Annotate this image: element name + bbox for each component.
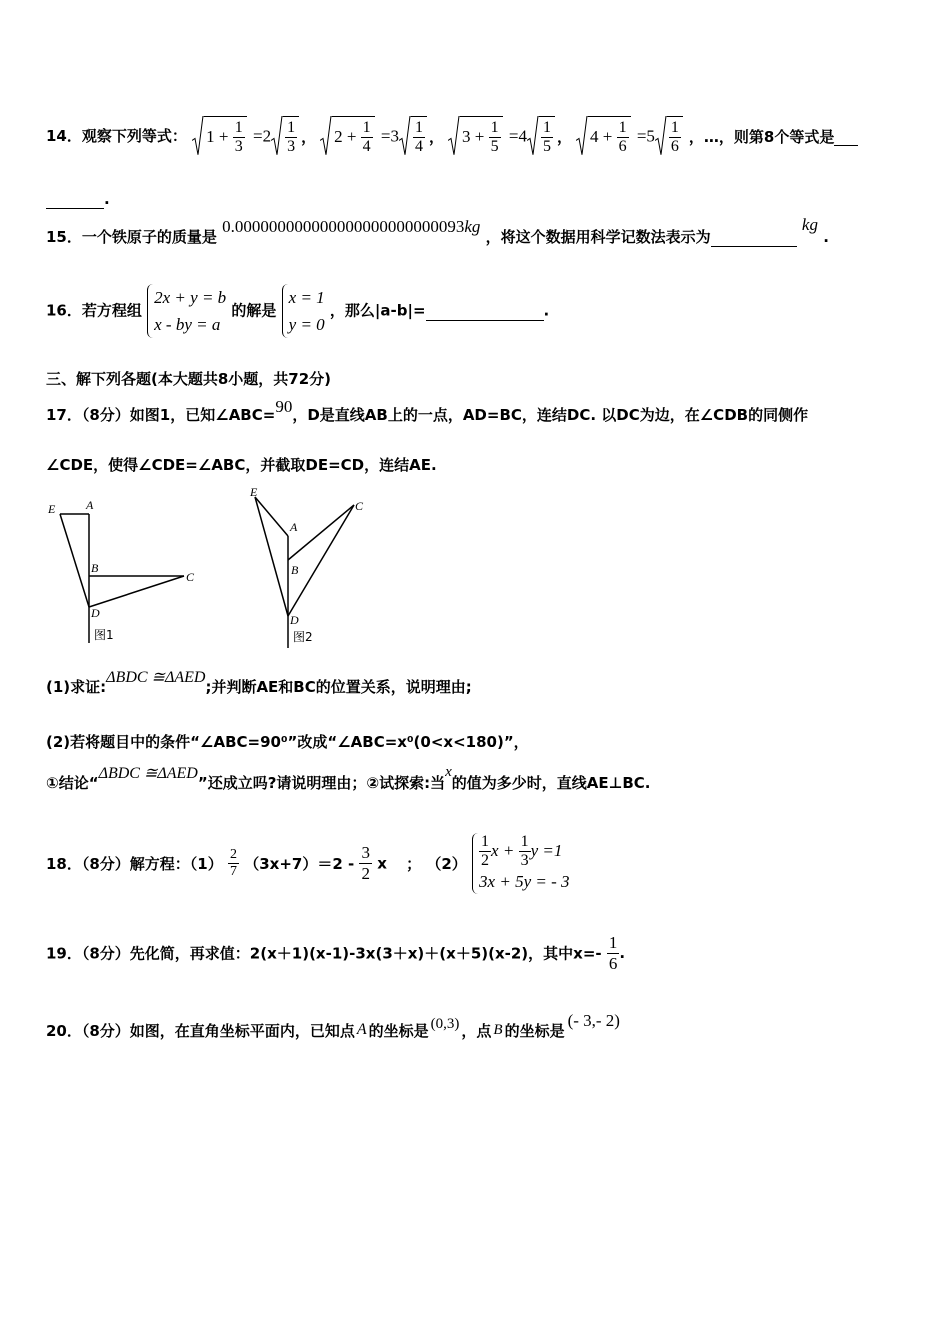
q17-p3c: 的值为多少时，直线AE⊥BC. — [451, 774, 651, 792]
question-18 — [46, 833, 570, 894]
section-3-heading: 三、解下列各题(本大题共8小题，共72分) — [46, 370, 332, 388]
q14-den: 3 — [234, 138, 243, 156]
q20-coord-A: (0,3) — [430, 1016, 460, 1032]
q14-den-r: 3 — [287, 138, 296, 156]
q16-lead: 若方程组 — [81, 301, 142, 320]
q14-num: 1 — [489, 119, 501, 138]
q18-frac-1-2 — [479, 833, 491, 871]
q14-equals: = — [248, 126, 263, 146]
q14-equals: = — [376, 126, 391, 146]
fig2-label-E: E — [250, 485, 258, 499]
q14-num-r: 1 — [669, 119, 681, 138]
q15-mid: ，将这个数据用科学记数法表示为 — [485, 228, 711, 246]
q19-period: . — [619, 944, 626, 963]
q16-answer-blank[interactable] — [426, 302, 544, 321]
q19-text: 19．（8分）先化简，再求值：2(x＋1)(x-1)-3x(3＋x)＋(x＋5)(x-2)，其中x=- — [46, 944, 602, 963]
q18-mid: （3x+7）＝2 - — [244, 854, 355, 873]
q15-period: . — [823, 228, 829, 246]
q20-coord-B: (- 3,- 2) — [567, 1011, 620, 1030]
q14-number: 14． — [46, 126, 82, 145]
fig1-line-DC — [89, 576, 184, 607]
q20-b: 的坐标是 — [368, 1022, 429, 1040]
q17-p3b: ”还成立吗?请说明理由；②试探索:当 — [197, 774, 446, 792]
q16-system-1 — [147, 284, 226, 338]
sqrt-left: 4 + $\frac{1}{6}$ — [576, 116, 631, 157]
sqrt-right — [399, 116, 427, 157]
sqrt-right — [655, 116, 683, 157]
q20-point-B: B — [493, 1022, 503, 1038]
fig1-label-D: D — [91, 606, 100, 620]
q20-d: 的坐标是 — [504, 1022, 565, 1040]
q14-den-r: 5 — [542, 138, 551, 156]
q16-mid: 的解是 — [231, 301, 277, 320]
q14-lead: 观察下列等式： — [81, 126, 187, 145]
q14-den: 4 — [362, 138, 371, 156]
q16-sys2-eq1: x = 1 — [288, 288, 325, 307]
fig1-label-E: E — [48, 502, 56, 516]
q18-system — [472, 833, 569, 894]
sqrt-left: 3 + $\frac{1}{5}$ — [448, 116, 503, 157]
fig2-label-C: C — [355, 499, 364, 513]
q18-semicolon: ； — [406, 854, 422, 873]
question-17 — [46, 397, 809, 425]
q14-num-r: 1 — [541, 119, 553, 138]
q14-coef: 2 — [262, 126, 272, 146]
q14-coef: 4 — [518, 126, 527, 146]
q18-f2-num: 3 — [361, 843, 370, 863]
q18-sys-b: y =1 — [530, 840, 563, 860]
q18-frac-3-2 — [359, 843, 372, 883]
q15-value — [222, 217, 480, 236]
q18-f1-den: 7 — [229, 863, 237, 879]
fig1-line-ED — [60, 514, 89, 607]
fig1-label-B: B — [91, 561, 99, 575]
q19-fd: 6 — [608, 953, 618, 973]
question-16 — [46, 284, 549, 338]
q18-fd: 3 — [520, 852, 529, 870]
q14-int: 2 — [334, 126, 343, 146]
q14-den: 6 — [618, 138, 627, 156]
q19-fn: 1 — [608, 933, 618, 952]
q14-num-r: 1 — [413, 119, 425, 138]
sqrt-left: 1 + $\frac{1}{3}$ — [192, 116, 247, 157]
q20-c: ，点 — [461, 1022, 492, 1040]
question-19 — [46, 933, 625, 973]
q15-unit2: kg — [801, 215, 818, 234]
q15-unit: kg — [464, 217, 481, 236]
q17-part3 — [46, 764, 651, 793]
q18-sys-eq1 — [479, 833, 569, 871]
q15-lead: 一个铁原子的质量是 — [81, 228, 217, 246]
q14-equation — [192, 119, 317, 156]
q16-tail: ，那么|a-b|= — [329, 301, 426, 320]
q18-sys-eq2: 3x + 5y = - 3 — [479, 871, 570, 891]
q14-den: 5 — [490, 138, 499, 156]
q14-answer-blank-line — [46, 190, 110, 209]
q16-sys2-eq2: y = 0 — [288, 315, 325, 335]
q18-x: x — [377, 854, 387, 873]
q15-number: 15． — [46, 228, 82, 246]
fig2-label-A: A — [290, 520, 298, 534]
q20-point-A: A — [356, 1021, 367, 1038]
q20-a: 20．（8分）如图，在直角坐标平面内，已知点 — [46, 1022, 355, 1040]
sqrt-right — [271, 116, 299, 157]
q17-congruence-1: ΔBDC ≅ΔAED — [106, 669, 206, 686]
question-15 — [46, 215, 829, 247]
q14-equals: = — [504, 126, 519, 146]
q17-part2: (2)若将题目中的条件“∠ABC=90⁰”改成“∠ABC=x⁰(0<x<180)”， — [46, 733, 529, 751]
q18-fc: 1 — [519, 833, 531, 852]
q14-sep: ， — [429, 127, 445, 146]
q14-tail: ，…，则第8个等式是 — [688, 127, 835, 146]
figure-1 — [44, 495, 214, 655]
q14-answer-blank-start[interactable] — [834, 127, 858, 146]
q14-coef: 3 — [390, 126, 400, 146]
q16-system-2 — [282, 284, 325, 338]
q15-value-number: 0.000000000000000000000000093 — [222, 217, 465, 236]
q14-int: 4 — [589, 126, 599, 146]
q14-sep: ， — [556, 127, 572, 146]
fig1-label-A: A — [86, 498, 94, 512]
q17-line2: ∠CDE，使得∠CDE=∠ABC，并截取DE=CD，连结AE. — [46, 456, 437, 474]
q18-frac-2-7 — [228, 847, 239, 880]
q14-sep: ， — [301, 127, 317, 146]
q14-den-r: 6 — [670, 138, 679, 156]
q17-p1b: ;并判断AE和BC的位置关系，说明理由; — [205, 678, 472, 696]
q14-answer-blank[interactable] — [46, 190, 104, 209]
q17-p3a: ①结论“ — [46, 774, 99, 792]
q18-fb: 2 — [481, 852, 490, 870]
q16-period: . — [543, 301, 550, 320]
q16-sys1-eq2: x - by = a — [154, 315, 221, 335]
q14-num: 1 — [233, 119, 245, 138]
q18-f2-den: 2 — [361, 863, 370, 883]
q17-line1b: ，D是直线AB上的一点，AD=BC，连结DC. 以DC为边，在∠CDB的同侧作 — [292, 406, 809, 424]
q14-equals: = — [632, 126, 647, 146]
q14-equation — [448, 119, 572, 156]
q18-frac-1-3 — [519, 833, 531, 871]
q17-degree: 90 — [275, 397, 293, 416]
q18-fa: 1 — [479, 833, 491, 852]
fig2-line-ED — [255, 497, 288, 616]
q14-den-r: 4 — [415, 138, 424, 156]
question-20 — [46, 1011, 620, 1041]
fig2-line-DC — [288, 505, 354, 616]
q14-num: 1 — [361, 119, 373, 138]
fig2-label-B: B — [291, 563, 299, 577]
q18-f1-num: 2 — [228, 847, 239, 864]
q18-sys-a: x + — [491, 840, 515, 860]
q17-part1 — [46, 669, 472, 697]
q14-equation — [576, 119, 685, 156]
q18-lead: 18．（8分）解方程：（1） — [46, 854, 223, 873]
q14-period: . — [104, 190, 110, 208]
q14-num-r: 1 — [285, 119, 297, 138]
q14-int: 3 — [462, 126, 471, 146]
q14-int: 1 — [206, 126, 215, 146]
question-14 — [46, 116, 858, 157]
q19-frac-1-6 — [607, 933, 620, 973]
q14-equation — [320, 119, 445, 156]
fig2-label-D: D — [290, 613, 299, 627]
figure-2 — [244, 480, 374, 655]
q17-line1a: 17．（8分）如图1，已知∠ABC= — [46, 406, 276, 424]
q16-sys1-eq1: 2x + y = b — [154, 288, 227, 307]
q17-p1a: (1)求证: — [46, 678, 107, 696]
sqrt-right — [527, 116, 555, 157]
fig1-label-C: C — [186, 570, 195, 584]
q17-congruence-2: ΔBDC ≅ΔAED — [98, 765, 198, 782]
q14-num: 1 — [617, 119, 629, 138]
q14-coef: 5 — [646, 126, 655, 146]
fig2-line-BC — [288, 505, 354, 560]
q17-var-x: x — [445, 764, 452, 780]
q15-answer-blank[interactable] — [711, 228, 797, 247]
fig2-caption: 图2 — [293, 630, 313, 644]
fig1-caption: 图1 — [94, 628, 114, 642]
q18-part2-label: （2） — [426, 854, 467, 873]
sqrt-left: 2 + $\frac{1}{4}$ — [320, 116, 375, 157]
q16-number: 16． — [46, 301, 82, 320]
